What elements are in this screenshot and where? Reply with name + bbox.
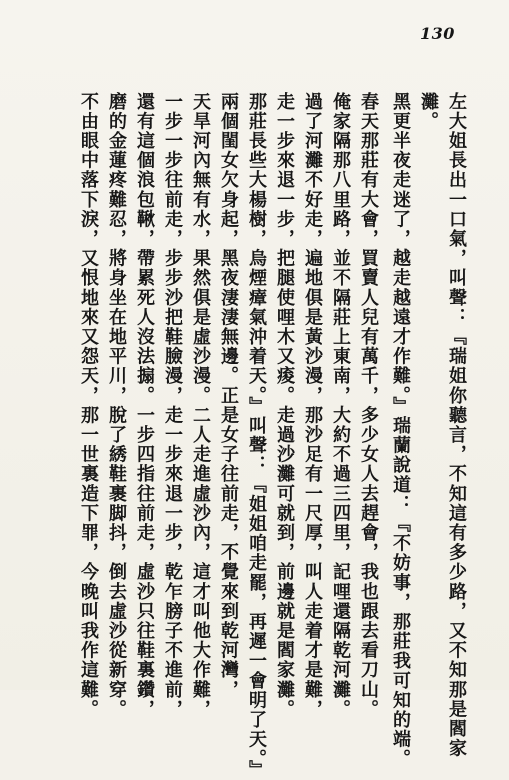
page-number: 130 (420, 24, 455, 43)
text-column-12: 還有這個浪包鞦，帶累死人沒法搧。一步四指往前走，虛沙只往鞋裏鑽， (134, 92, 155, 720)
text-column-13: 磨的金蓮疼難忍，將身坐在地平川，脫了綉鞋裹脚抖，倒去虛沙從新穿。 (106, 92, 127, 720)
text-column-5: 俺家隔那八里路，並不隔莊上東南，大約不過三四里，記哩還隔乾河灘。 (330, 92, 351, 720)
text-column-10: 天旱河內無有水，果然俱是虛沙漫。二人走進虛沙內，這才叫他大作難， (190, 92, 211, 720)
text-column-3: 黑更半夜走迷了，越走越遠才作難。』瑞蘭說道：『不妨事，那莊我可知的端。 (390, 92, 411, 769)
text-column-11: 一步一步往前走，步步沙把鞋臉漫，走一步來退一步，乾乍膀子不進前， (162, 92, 183, 720)
text-column-1: 左大姐長出一口氣，叫聲：『瑞姐你聽言，不知這有多少路，又不知那是閻家 (446, 92, 467, 759)
text-column-8: 那莊長些大楊樹，烏煙瘴氣沖着天。』叫聲：『姐姐咱走罷，再遲一會明了天。』 (246, 92, 267, 780)
text-column-2: 灘。 (418, 92, 439, 132)
text-column-6: 過了河灘不好走，遍地俱是黃沙漫，那沙足有一尺厚，叫人走着才是難， (302, 92, 323, 720)
text-column-7: 走一步來退一步，把腿使哩木又痠。走過沙灘可就到，前邊就是閻家灘。 (274, 92, 295, 720)
text-column-9: 兩個閨女欠身起，黑夜淒淒無邊。正是女子往前走，不覺來到乾河灣， (218, 92, 239, 700)
text-column-14: 不由眼中落下淚，又恨地來又怨天，那一世裏造下罪，今晚叫我作這難。 (78, 92, 99, 720)
text-column-4: 春天那莊有大會，買賣人兒有萬千，多少女人去趕會，我也跟去看刀山。 (358, 92, 379, 720)
vertical-text-block (78, 92, 470, 780)
